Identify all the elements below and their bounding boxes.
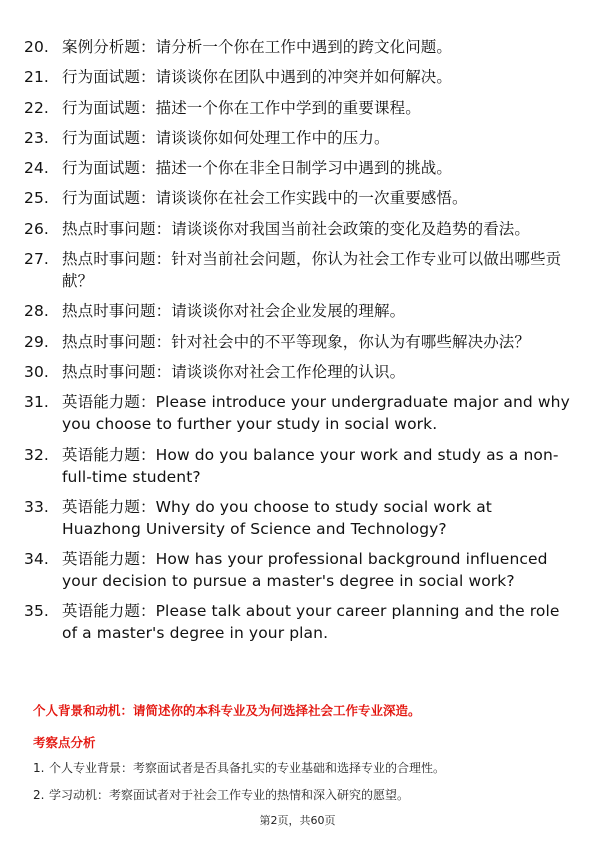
analysis-heading: 考察点分析: [33, 735, 96, 750]
point-text: 个人专业背景：考察面试者是否具备扎实的专业基础和选择专业的合理性。: [49, 761, 446, 775]
question-item: [24, 218, 572, 240]
question-number: 26.: [24, 219, 49, 238]
question-number: 24.: [24, 159, 49, 178]
question-text: 英语能力题：Please introduce your undergraduate major and why you choose to further your study in social work.: [62, 393, 570, 434]
page-footer: 第2页，共60页: [259, 814, 336, 827]
question-text: 热点时事问题：请谈谈你对我国当前社会政策的变化及趋势的看法。: [62, 219, 531, 238]
question-text: 行为面试题：请谈谈你在团队中遇到的冲突并如何解决。: [62, 68, 453, 87]
question-item: [24, 127, 572, 149]
question-text: 行为面试题：描述一个你在非全日制学习中遇到的挑战。: [62, 159, 453, 178]
point-number: 2.: [33, 787, 45, 802]
question-number: 23.: [24, 128, 49, 147]
question-item: [24, 496, 572, 540]
question-item: [24, 391, 572, 435]
question-text: 英语能力题：How do you balance your work and study as a non-full-time student?: [62, 445, 559, 486]
question-number: 28.: [24, 302, 49, 321]
question-item: [24, 600, 572, 644]
question-item: [24, 248, 572, 292]
question-item: [24, 331, 572, 353]
question-text: 行为面试题：描述一个你在工作中学到的重要课程。: [62, 98, 421, 117]
question-item: [24, 361, 572, 383]
question-text: 行为面试题：请谈谈你如何处理工作中的压力。: [62, 128, 390, 147]
section-heading: 个人背景和动机：请简述你的本科专业及为何选择社会工作专业深造。: [33, 703, 421, 718]
question-number: 33.: [24, 497, 49, 516]
question-item: [24, 97, 572, 119]
analysis-point: [33, 759, 563, 777]
question-text: 行为面试题：请谈谈你在社会工作实践中的一次重要感悟。: [62, 189, 468, 208]
question-number: 25.: [24, 189, 49, 208]
point-text: 学习动机：考察面试者对于社会工作专业的热情和深入研究的愿望。: [49, 787, 410, 802]
question-item: [24, 548, 572, 592]
question-list: [24, 36, 572, 653]
question-text: 案例分析题：请分析一个你在工作中遇到的跨文化问题。: [62, 38, 453, 56]
question-text: 英语能力题：Please talk about your career planning and the role of a master's degree in your plan.: [62, 602, 560, 643]
question-number: 34.: [24, 550, 49, 569]
question-number: 27.: [24, 250, 49, 269]
question-text: 英语能力题：How has your professional background influenced your decision to pursue a master's degree in social work?: [62, 550, 548, 591]
question-number: 30.: [24, 362, 49, 381]
question-item: [24, 36, 572, 58]
point-number: 1.: [33, 761, 45, 775]
analysis-points: [33, 759, 563, 812]
question-text: 热点时事问题：请谈谈你对社会企业发展的理解。: [62, 302, 406, 321]
question-text: 热点时事问题：针对当前社会问题，你认为社会工作专业可以做出哪些贡献？: [62, 250, 562, 291]
question-number: 35.: [24, 602, 49, 621]
question-number: 31.: [24, 393, 49, 412]
question-item: [24, 300, 572, 322]
question-text: 热点时事问题：针对社会中的不平等现象，你认为有哪些解决办法？: [62, 332, 531, 351]
question-item: [24, 187, 572, 209]
question-number: 22.: [24, 98, 49, 117]
question-number: 21.: [24, 68, 49, 87]
question-item: [24, 66, 572, 88]
question-number: 29.: [24, 332, 49, 351]
question-text: 英语能力题：Why do you choose to study social work at Huazhong University of Science and Technology?: [62, 497, 492, 538]
question-text: 热点时事问题：请谈谈你对社会工作伦理的认识。: [62, 362, 406, 381]
question-item: [24, 444, 572, 488]
question-item: [24, 157, 572, 179]
question-number: 20.: [24, 38, 49, 56]
question-number: 32.: [24, 445, 49, 464]
analysis-point: [33, 786, 563, 804]
